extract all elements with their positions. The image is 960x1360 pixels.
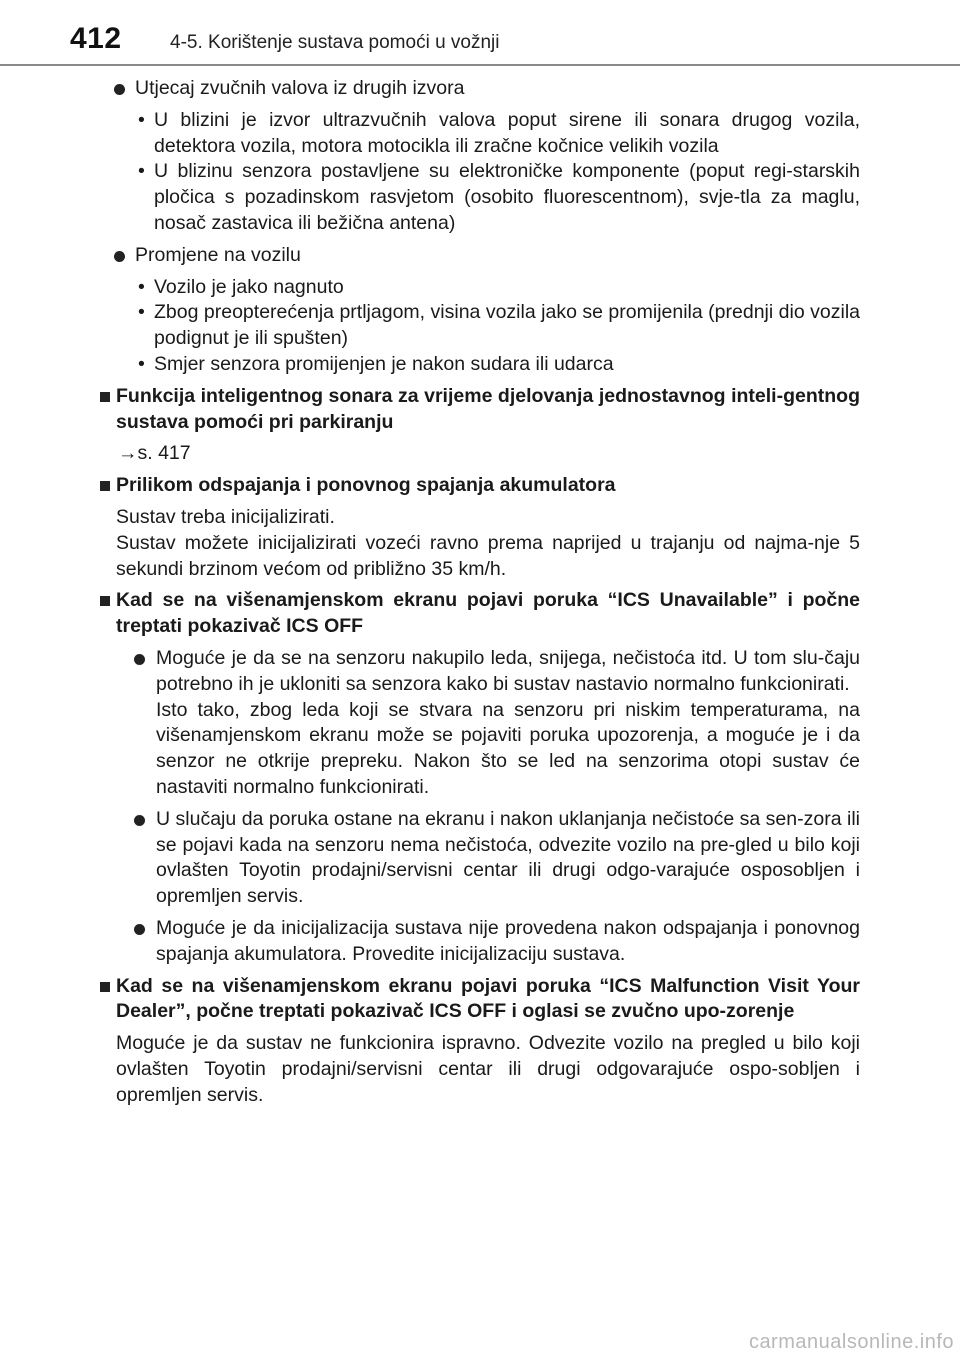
small-bullet-icon: • [138, 301, 145, 324]
dot-bullet-item [98, 243, 860, 269]
small-bullet-icon: • [138, 108, 145, 131]
small-bullet-icon: • [138, 352, 145, 375]
section-ics-unavailable [98, 588, 860, 967]
reference-link[interactable]: s. 417 [137, 442, 191, 465]
round-bullet-icon [114, 84, 125, 95]
paragraph [116, 505, 860, 582]
round-bullet-icon [134, 654, 145, 665]
bullet-text: Isto tako, zbog leda koji se stvara na senzoru pri niskim temperaturama, na višenamjenskom ekranu može se pojaviti poruka upozorenja, a moguće je i da senzor ne otkrije prepreku. Nakon što se led na senzorima otopi sustav će nastaviti normalno funkcionirati. [156, 698, 860, 798]
section-heading: Funkcija inteligentnog sonara za vrijeme djelovanja jednostavnog inteli-gentnog sustava pomoći pri parkiranju [116, 384, 860, 433]
paragraph: Moguće je da sustav ne funkcionira ispravno. Odvezite vozilo na pregled u bilo koji ovlašten Toyotin prodajni/servisni centar ili drugi odgovarajuće ospo-sobljen i opremljen servis. [116, 1032, 860, 1106]
watermark: carmanualsonline.info [748, 1331, 954, 1353]
list-item-text: U blizinu senzora postavljene su elektroničke komponente (poput regi-starskih pločica s pozadinskom rasvjetom (osobito fluorescentnom), svje-tla za maglu, nosač zastavica ili bežična antena) [154, 160, 860, 234]
round-bullet-icon [134, 924, 145, 935]
section-sonar-function [98, 384, 860, 467]
square-bullet-icon [100, 392, 110, 402]
dot-bullet-item [124, 807, 860, 910]
header-divider [0, 64, 960, 66]
page-reference [118, 441, 860, 467]
paragraph-line: Sustav treba inicijalizirati. [116, 505, 335, 528]
dot-bullet-item [124, 646, 860, 801]
bullet-text: Utjecaj zvučnih valova iz drugih izvora [135, 77, 465, 99]
square-bullet-icon [100, 596, 110, 606]
round-bullet-icon [134, 815, 145, 826]
page-header [0, 0, 960, 66]
bullet-text: U slučaju da poruka ostane na ekranu i nakon uklanjanja nečistoće sa sen-zora ili se pojavi kada na senzoru nema nečistoća, odvezite vozilo na pre-gled u bilo koji ovlašten Toyotin prodajni/servisni centar ili drugi odgo-varajuće osposobljen i opremljen servis. [156, 807, 860, 908]
sub-list [134, 275, 860, 378]
bullet-text: Promjene na vozilu [135, 243, 301, 266]
list-item-text: Zbog preopterećenja prtljagom, visina vozila jako se promijenila (prednji dio vozila podignut je ili spušten) [154, 301, 860, 350]
list-item-text: Vozilo je jako nagnuto [154, 275, 344, 298]
arrow-right-icon: → [118, 442, 138, 465]
section-title: 4-5. Korištenje sustava pomoći u vožnji [170, 32, 500, 53]
section-heading: Prilikom odspajanja i ponovnog spajanja akumulatora [116, 474, 616, 497]
section-battery-reconnect [98, 473, 860, 582]
list-item-text: Smjer senzora promijenjen je nakon sudara ili udarca [154, 352, 614, 375]
page-number: 412 [70, 22, 122, 55]
dot-bullet-item [124, 916, 860, 968]
page-content [98, 76, 860, 1108]
paragraph-line: Sustav možete inicijalizirati vozeći ravno prema naprijed u trajanju od najma-nje 5 sekundi brzinom većom od približno 35 km/h. [116, 531, 860, 580]
list-item [134, 352, 860, 378]
list-item [134, 159, 860, 236]
list-item-text: U blizini je izvor ultrazvučnih valova poput sirene ili sonara drugog vozila, detektora vozila, motora motocikla ili zračne kočnice velikih vozila [154, 108, 860, 157]
square-bullet-icon [100, 481, 110, 491]
small-bullet-icon: • [138, 160, 145, 183]
list-item [134, 300, 860, 352]
list-item [134, 108, 860, 160]
small-bullet-icon: • [138, 275, 145, 298]
section-ics-malfunction [98, 974, 860, 1109]
bullet-text: Moguće je da se na senzoru nakupilo leda, snijega, nečistoća itd. U tom slu-čaju potrebno ih je ukloniti sa senzora kako bi sustav nastavio normalno funkcionirati. [156, 646, 860, 695]
round-bullet-icon [114, 251, 125, 262]
section-heading: Kad se na višenamjenskom ekranu pojavi poruka “ICS Malfunction Visit Your Dealer”, počne treptati pokazivač ICS OFF i oglasi se zvučno upo-zorenje [116, 974, 860, 1023]
square-bullet-icon [100, 982, 110, 992]
dot-bullet-item [98, 76, 860, 102]
sub-list [134, 108, 860, 237]
bullet-text: Moguće je da inicijalizacija sustava nije provedena nakon odspajanja i ponovnog spajanja akumulatora. Provedite inicijalizaciju sustava. [156, 916, 860, 965]
list-item [134, 275, 860, 301]
section-heading: Kad se na višenamjenskom ekranu pojavi poruka “ICS Unavailable” i počne treptati pokazivač ICS OFF [116, 589, 860, 638]
